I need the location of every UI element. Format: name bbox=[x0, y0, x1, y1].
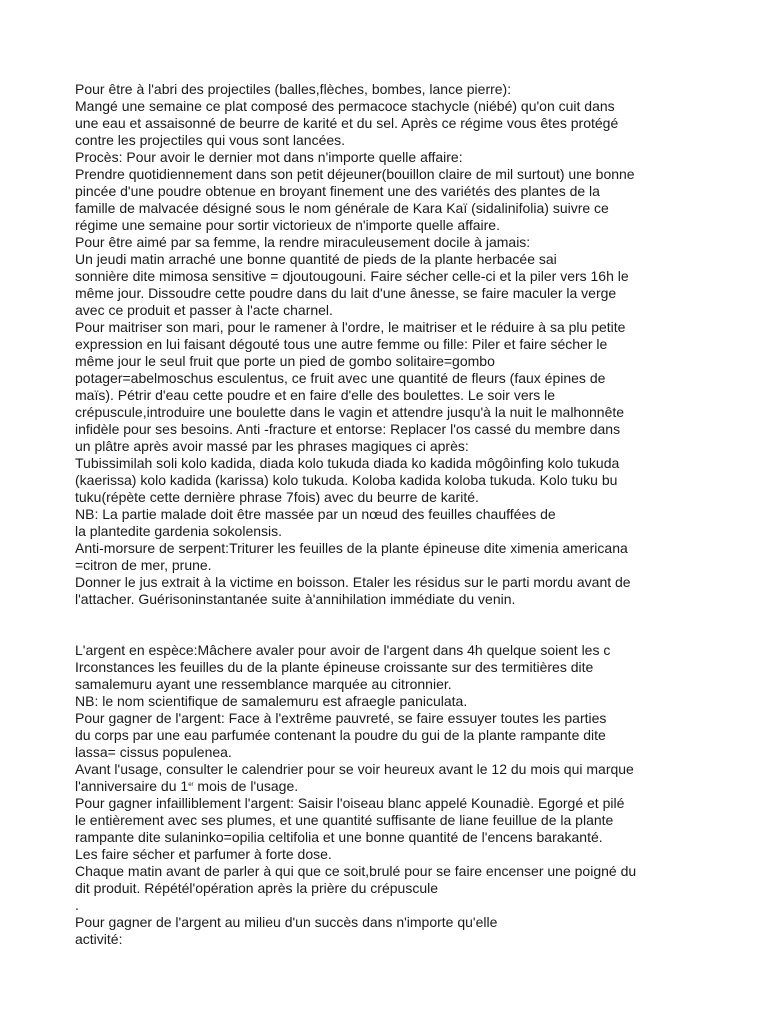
text-line: samalemuru ayant une ressemblance marquée au citronnier. bbox=[75, 676, 452, 692]
text-line: (kaerissa) kolo kadida (karissa) kolo tukuda. Koloba kadida koloba tukuda. Kolo tuku bu bbox=[75, 472, 618, 488]
text-line: =citron de mer, prune. bbox=[75, 557, 212, 573]
text-line: Pour gagner de l'argent au milieu d'un succès dans n'importe qu'elle bbox=[75, 914, 498, 930]
ordinal-superscript: er bbox=[188, 782, 194, 788]
text-line: le entièrement avec ses plumes, et une quantité suffisante de liane feuillue de la plante bbox=[75, 812, 614, 828]
text-line: pincée d'une poudre obtenue en broyant finement une des variétés des plantes de la bbox=[75, 183, 600, 199]
text-line: contre les projectiles qui vous sont lancées. bbox=[75, 132, 346, 148]
text-line: tuku(répète cette dernière phrase 7fois) avec du beurre de karité. bbox=[75, 489, 479, 505]
text-line: Donner le jus extrait à la victime en boisson. Etaler les résidus sur le parti mordu avant de bbox=[75, 574, 631, 590]
text-line: Les faire sécher et parfumer à forte dose. bbox=[75, 846, 332, 862]
text-line: avec ce produit et passer à l'acte charnel. bbox=[75, 302, 333, 318]
text-line: la plantedite gardenia sokolensis. bbox=[75, 523, 283, 539]
text-line: Procès: Pour avoir le dernier mot dans n'importe quelle affaire: bbox=[75, 149, 463, 165]
text-line: Anti-morsure de serpent:Triturer les feuilles de la plante épineuse dite ximenia americana bbox=[75, 540, 628, 556]
text-line: l'attacher. Guérisoninstantanée suite à'annihilation immédiate du venin. bbox=[75, 591, 516, 607]
text-line: NB: La partie malade doit être massée par un nœud des feuilles chauffées de bbox=[75, 506, 556, 522]
text-line: Pour maitriser son mari, pour le ramener à l'ordre, le maitriser et le réduire à sa plu petite bbox=[75, 319, 626, 335]
text-line: Prendre quotidiennement dans son petit déjeuner(bouillon claire de mil surtout) une bonne bbox=[75, 166, 635, 182]
text-line: Mangé une semaine ce plat composé des permacoce stachycle (niébé) qu'on cuit dans bbox=[75, 98, 615, 114]
text-line: infidèle pour ses besoins. Anti -fracture et entorse: Replacer l'os cassé du membre dans bbox=[75, 421, 621, 437]
text-line: activité: bbox=[75, 931, 123, 947]
text-line: expression en lui faisant dégouté tous une autre femme ou fille: Piler et faire sécher le bbox=[75, 336, 608, 352]
document-section-remedies bbox=[75, 81, 755, 608]
text-line: . bbox=[75, 897, 79, 913]
text-line: dit produit. Répétél'opération après la prière du crépuscule bbox=[75, 880, 439, 896]
document-section-money-continued bbox=[75, 795, 755, 948]
document-section-money bbox=[75, 642, 755, 761]
ordinal-line-main: l'anniversaire du 1 bbox=[75, 778, 189, 794]
text-line: sonnière dite mimosa sensitive = djoutougouni. Faire sécher celle-ci et la piler vers 16h le bbox=[75, 268, 629, 284]
text-line: L'argent en espèce:Mâchere avaler pour avoir de l'argent dans 4h quelque soient les c bbox=[75, 642, 611, 658]
text-line: régime une semaine pour sortir victorieux de n'importe quelle affaire. bbox=[75, 217, 500, 233]
text-line: même jour le seul fruit que porte un pied de gombo solitaire=gombo bbox=[75, 353, 495, 369]
text-line: rampante dite sulaninko=opilia celtifolia et une bonne quantité de l'encens barakanté. bbox=[75, 829, 603, 845]
ordinal-line-after: mois de l'usage. bbox=[193, 778, 299, 794]
ordinal-line bbox=[75, 778, 755, 795]
text-line: famille de malvacée désigné sous le nom générale de Kara Kaï (sidalinifolia) suivre ce bbox=[75, 200, 609, 216]
text-line: lassa= cissus populenea. bbox=[75, 744, 232, 760]
text-line: Irconstances les feuilles du de la plante épineuse croissante sur des termitières dite bbox=[75, 659, 594, 675]
text-line: Pour être à l'abri des projectiles (balles,flèches, bombes, lance pierre): bbox=[75, 81, 512, 97]
ordinal-line-before: Avant l'usage, consulter le calendrier pour se voir heureux avant le 12 du mois qui marque bbox=[75, 761, 634, 777]
text-line: Pour gagner infailliblement l'argent: Saisir l'oiseau blanc appelé Kounadiè. Egorgé et pilé bbox=[75, 795, 625, 811]
text-line: maïs). Pétrir d'eau cette poudre et en faire d'elle des boulettes. Le soir vers le bbox=[75, 387, 556, 403]
text-line: potager=abelmoschus esculentus, ce fruit avec une quantité de fleurs (faux épines de bbox=[75, 370, 606, 386]
text-line: une eau et assaisonné de beurre de karité et du sel. Après ce régime vous êtes protégé bbox=[75, 115, 619, 131]
text-line: Un jeudi matin arraché une bonne quantité de pieds de la plante herbacée sai bbox=[75, 251, 557, 267]
document-page bbox=[75, 81, 755, 948]
text-line: Chaque matin avant de parler à qui que ce soit,brulé pour se faire encenser une poigné du bbox=[75, 863, 637, 879]
text-line: même jour. Dissoudre cette poudre dans du lait d'une ânesse, se faire maculer la verge bbox=[75, 285, 617, 301]
text-line: crépuscule,introduire une boulette dans le vagin et attendre jusqu'à la nuit le malhonnête bbox=[75, 404, 625, 420]
text-line: Pour être aimé par sa femme, la rendre miraculeusement docile à jamais: bbox=[75, 234, 531, 250]
text-line: NB: le nom scientifique de samalemuru est afraegle paniculata. bbox=[75, 693, 468, 709]
text-line: du corps par une eau parfumée contenant la poudre du gui de la plante rampante dite bbox=[75, 727, 606, 743]
text-line: Pour gagner de l'argent: Face à l'extrême pauvreté, se faire essuyer toutes les parties bbox=[75, 710, 607, 726]
text-line: un plâtre après avoir massé par les phrases magiques ci après: bbox=[75, 438, 469, 454]
text-line: Tubissimilah soli kolo kadida, diada kolo tukuda diada ko kadida môgôinfing kolo tukuda bbox=[75, 455, 620, 471]
section-gap bbox=[75, 608, 755, 642]
